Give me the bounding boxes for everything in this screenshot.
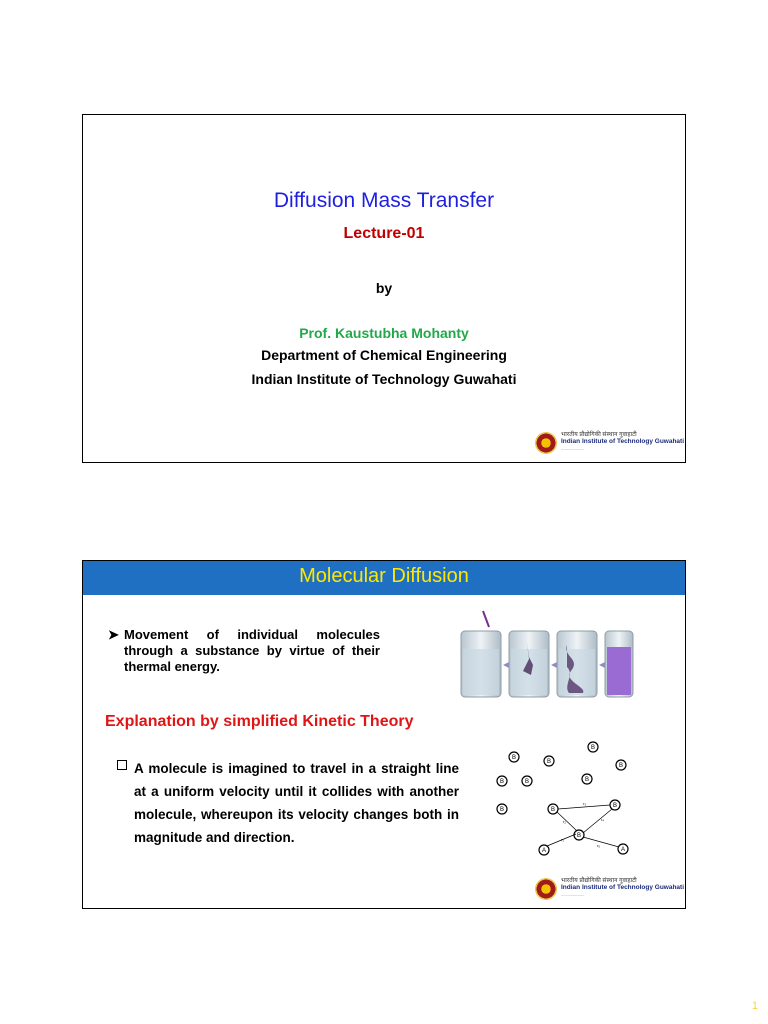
square-bullet-icon [117,760,127,770]
professor-name: Prof. Kaustubha Mohanty [299,325,469,341]
svg-text:B: B [612,803,618,809]
definition-text: Movement of individual molecules through a substance by virtue of their thermal energy. [124,627,380,674]
svg-text:B: B [576,833,582,839]
svg-text:B: B [546,759,552,765]
kinetic-theory-text: A molecule is imagined to travel in a straight line at a uniform velocity until it collides with another molecule, whereupon its velocity changes both in magnitude and direction. [134,761,459,845]
diffusion-beakers-image [459,609,635,705]
iitg-seal-icon [535,432,557,454]
logo-english-text: Indian Institute of Technology Guwahati [561,884,685,891]
logo-hindi-text: भारतीय प्रौद्योगिकी संस्थान गुवाहाटी [561,432,637,438]
svg-text:B: B [584,777,590,783]
iitg-logo [535,876,685,904]
svg-text:r₃: r₃ [583,801,586,806]
molecule-collision-diagram [489,735,655,865]
svg-text:r₄: r₄ [601,817,604,822]
iitg-logo [535,430,685,458]
svg-text:A: A [541,848,547,854]
svg-text:B: B [499,807,505,813]
svg-text:B: B [524,779,530,785]
page-number: 1 [751,1000,758,1012]
title-slide [82,114,686,463]
logo-tagline: ~~~~~~~~~~ [561,893,585,898]
definition-bullet [108,627,380,675]
title-banner [83,561,685,595]
logo-english-text: Indian Institute of Technology Guwahati [561,438,685,445]
arrow-bullet-icon: ➤ [108,627,119,642]
molecular-diffusion-slide [82,560,686,909]
logo-hindi-text: भारतीय प्रौद्योगिकी संस्थान गुवाहाटी [561,878,637,884]
institute-name: Indian Institute of Technology Guwahati [251,371,517,387]
svg-text:B: B [618,763,624,769]
iitg-seal-icon [535,878,557,900]
svg-text:B: B [590,745,596,751]
svg-text:B: B [550,807,556,813]
logo-tagline: ~~~~~~~~~~ [561,447,585,452]
svg-text:B: B [499,779,505,785]
department-name: Department of Chemical Engineering [261,347,507,363]
svg-text:r₁: r₁ [561,837,564,842]
svg-text:r₂: r₂ [563,819,566,824]
svg-text:B: B [511,755,517,761]
slide-title: Diffusion Mass Transfer [273,189,495,212]
kinetic-theory-heading: Explanation by simplified Kinetic Theory [105,713,414,730]
banner-title: Molecular Diffusion [299,565,469,587]
svg-text:r₅: r₅ [597,843,600,848]
svg-text:A: A [620,847,626,853]
kinetic-theory-bullet [117,757,459,849]
lecture-number: Lecture-01 [343,225,425,242]
by-label: by [375,280,393,296]
